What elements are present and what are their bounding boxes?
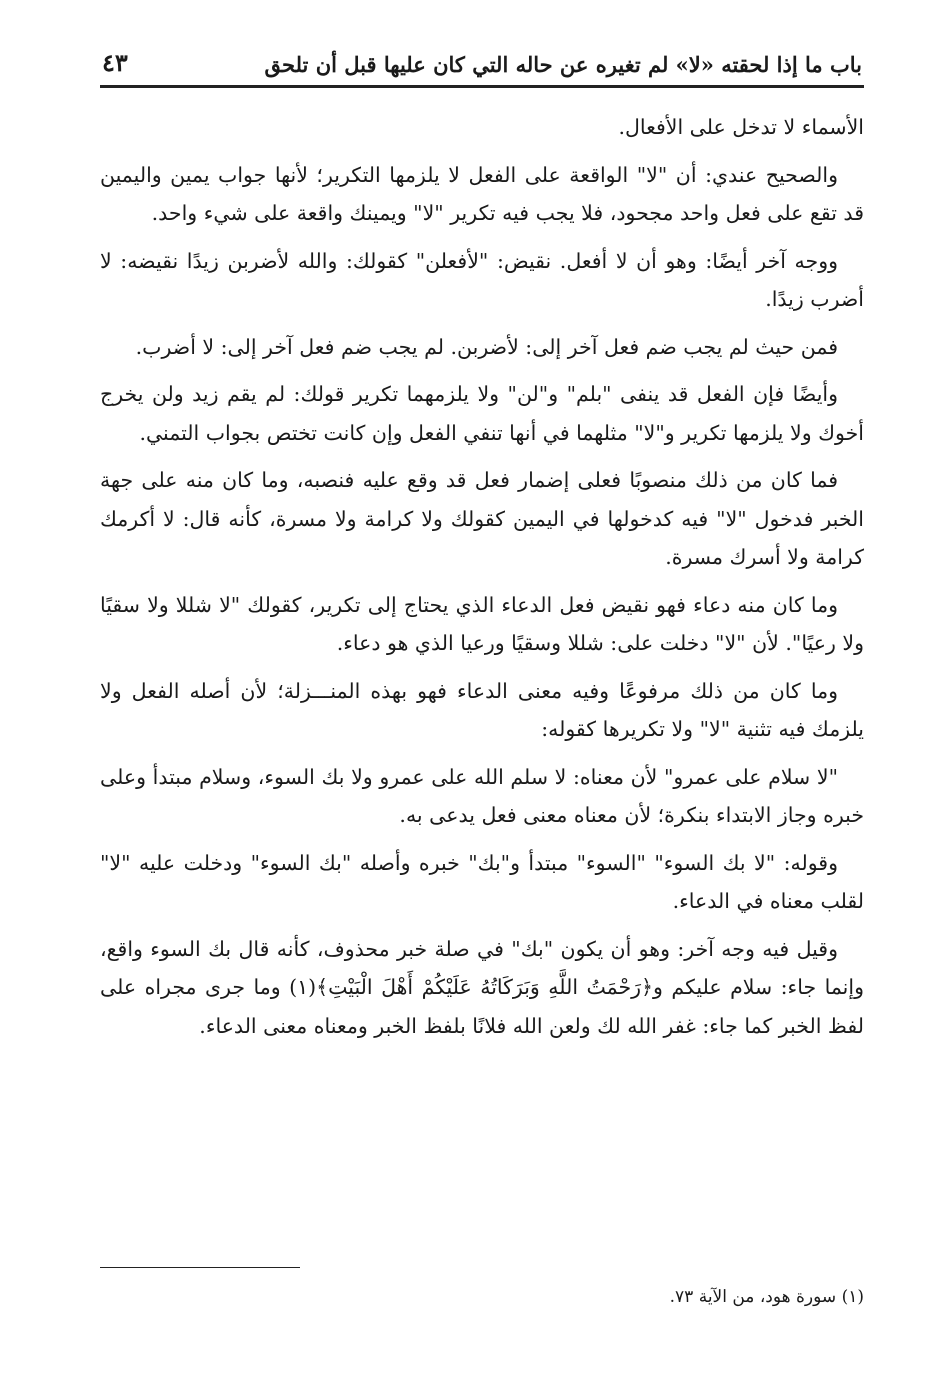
paragraph: والصحيح عندي: أن "لا" الواقعة على الفعل لا يلزمها التكرير؛ لأنها جواب يمين واليمين قد تقع على فعل واحد مجحود، فلا يجب فيه تكرير "لا" ويمينك واقعة على شيء واحد. (100, 162, 864, 225)
paragraph: ووجه آخر أيضًا: وهو أن لا أفعل. نقيض: "لأفعلن" كقولك: والله لأضربن زيدًا نقيضه: لا أضرب زيدًا. (100, 248, 864, 311)
paragraph: وأيضًا فإن الفعل قد ينفى "بلم" و"لن" ولا يلزمهما تكرير قولك: لم يقم زيد ولن يخرج أخوك ولا يلزمها تكرير و"لا" مثلهما في أنها تنفي الفعل وإن كانت تختص بجواب التمني. (100, 382, 864, 445)
body-text (100, 108, 864, 1045)
running-header (100, 40, 864, 88)
paragraph: فما كان من ذلك منصوبًا فعلى إضمار فعل قد وقع عليه فنصبه، وما كان منه على جهة الخبر فدخول "لا" فيه كدخولها في اليمين كقولك ولا كرامة ولا مسرة، كأنه قال: لا أكرمك كرامة ولا أسرك مسرة. (100, 468, 864, 569)
paragraph: وما كان من ذلك مرفوعًا وفيه معنى الدعاء فهو بهذه المنـــزلة؛ لأن أصله الفعل ولا يلزمك فيه تثنية "لا" ولا تكريرها كقوله: (100, 678, 864, 741)
paragraph: فمن حيث لم يجب ضم فعل آخر إلى: لأضربن. لم يجب ضم فعل آخر إلى: لا أضرب. (135, 334, 838, 359)
paragraph: الأسماء لا تدخل على الأفعال. (618, 115, 864, 139)
paragraph: وقيل فيه وجه آخر: وهو أن يكون "بك" في صلة خبر محذوف، كأنه قال بك السوء واقع، وإنما جاء: سلام عليكم و﴿رَحْمَتُ اللَّهِ وَبَرَكَاتُهُ عَلَيْكُمْ أَهْلَ الْبَيْتِ﴾(١) وما جرى مجراه على لفظ الخبر كما جاء: غفر الله لك ولعن الله فلانًا بلفظ الخبر ومعناه معنى الدعاء. (100, 936, 864, 1038)
paragraph: وقوله: "لا بك السوء" "السوء" مبتدأ و"بك" خبره وأصله "بك السوء" ودخلت عليه "لا" لقلب معناه في الدعاء. (100, 850, 864, 913)
page (100, 40, 864, 1360)
paragraph: "لا سلام على عمرو" لأن معناه: لا سلم الله على عمرو ولا بك السوء، وسلام مبتدأ وعلى خبره وجاز الابتداء بنكرة؛ لأن معناه معنى فعل يدعى به. (100, 764, 864, 827)
footnote-divider (100, 1267, 300, 1268)
running-title: باب ما إذا لحقته «لا» لم تغيره عن حاله التي كان عليها قبل أن تلحق (264, 52, 862, 77)
footnote: (١) سورة هود، من الآية ٧٣. (669, 1287, 864, 1307)
page-number: ٤٣ (102, 48, 128, 77)
paragraph: وما كان منه دعاء فهو نقيض فعل الدعاء الذي يحتاج إلى تكرير، كقولك "لا شللا ولا سقيًا ولا رعيًا". لأن "لا" دخلت على: شللا وسقيًا ورعيا الذي هو دعاء. (100, 592, 864, 655)
